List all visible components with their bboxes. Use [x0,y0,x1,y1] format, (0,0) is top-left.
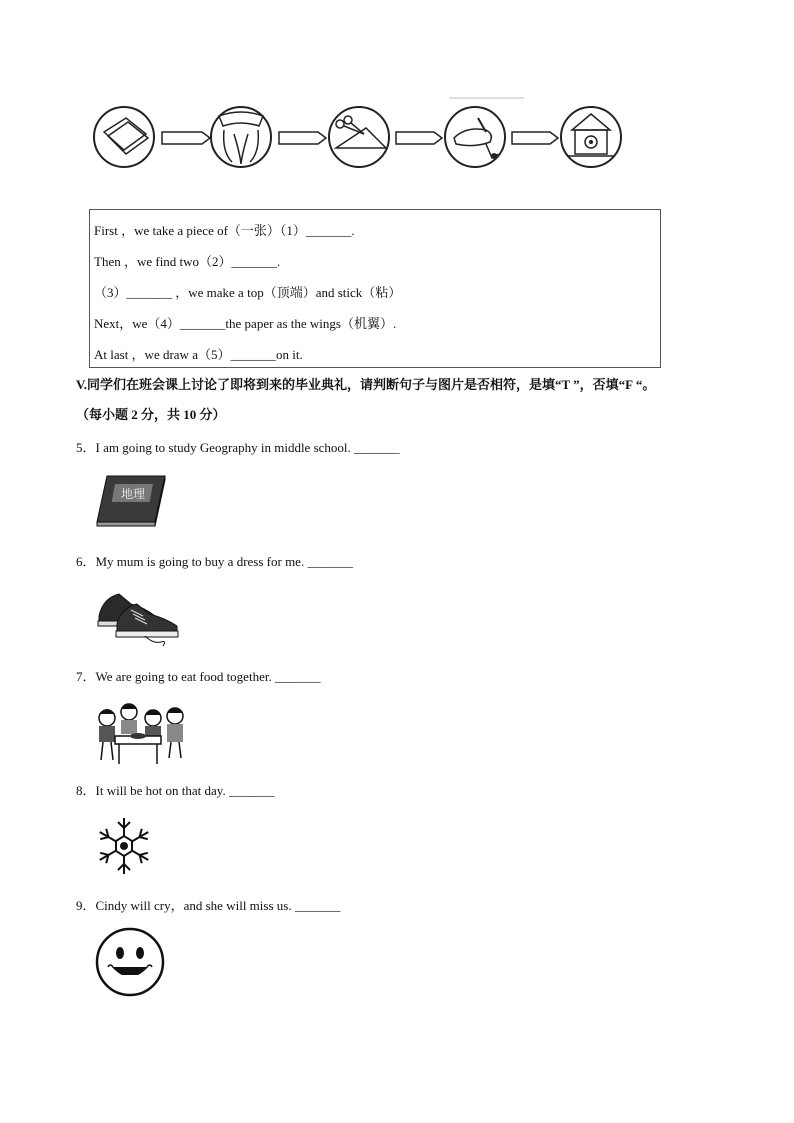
step-line-4: Next，we（4）_______the paper as the wings（机翼）. [94,316,397,331]
book-label: 地理 [121,487,146,501]
smiley-face-icon [95,927,167,999]
snowflake-icon [95,815,153,877]
arrow-icon [512,132,558,144]
arrow-icon [279,132,326,144]
step-line-5: At last ，we draw a（5）_______on it. [94,347,303,362]
question-7: 7．We are going to eat food together. _______ [76,669,321,684]
section-points: （每小题 2 分，共 10 分） [76,407,226,422]
step-line-3: （3）_______ ，we make a top（顶端）and stick（粘） [94,285,402,300]
process-strip [94,104,624,172]
arrow-icon [396,132,442,144]
framed-drawing-icon [561,107,621,167]
question-5: 5．I am going to study Geography in middle school. _______ [76,440,400,455]
question-6: 6．My mum is going to buy a dress for me. _______ [76,554,353,569]
question-9: 9．Cindy will cry，and she will miss us. _______ [76,898,341,913]
scissors-cutting-icon [329,107,389,167]
children-at-table-icon [95,702,191,766]
sneakers-icon [95,586,181,646]
step-line-1: First ，we take a piece of（一张）（1）_______. [94,223,355,238]
paper-sheet-icon [94,107,154,167]
question-8: 8．It will be hot on that day. _______ [76,783,275,798]
arrow-icon [162,132,210,144]
gluing-hands-icon [445,107,505,167]
geography-book-icon [95,472,169,528]
hands-folding-icon [211,107,271,167]
steps-panel [89,209,661,368]
step-line-2: Then ，we find two（2）_______. [94,254,281,269]
process-strip-svg [94,104,624,172]
section-heading: V.同学们在班会课上讨论了即将到来的毕业典礼，请判断句子与图片是否相符，是填“T ”，否填“F “。 [76,377,656,392]
